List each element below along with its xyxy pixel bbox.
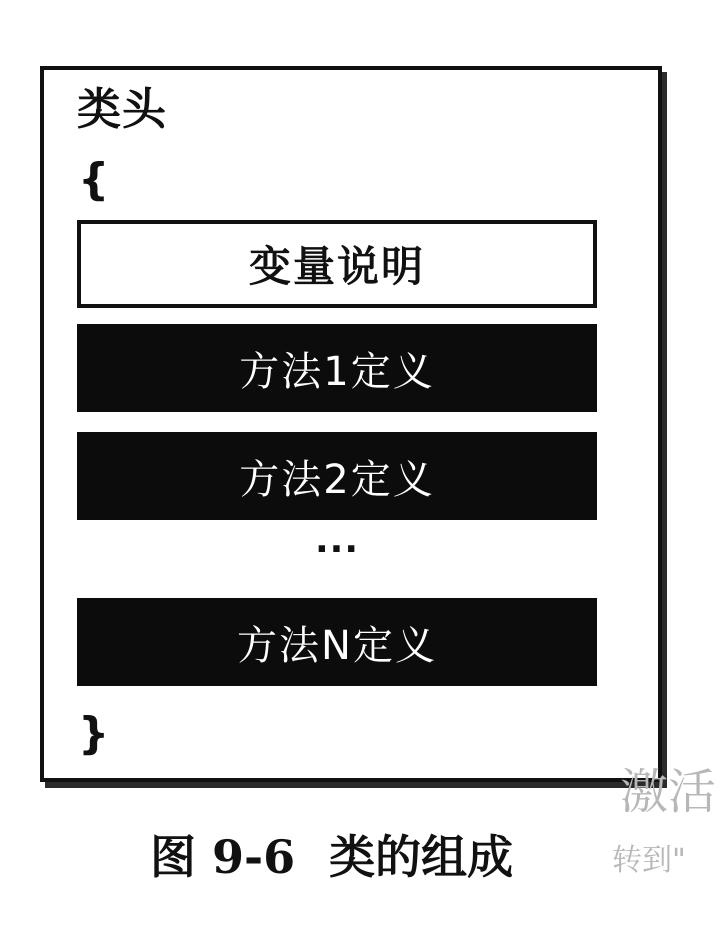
method-n-label: 方法N定义 [237, 622, 437, 669]
figure-caption [142, 830, 514, 884]
ellipsis-marker: ··· [314, 529, 360, 570]
open-brace: { [78, 154, 110, 205]
activation-watermark-title: 激活 [620, 764, 717, 820]
variable-declaration-label: 变量说明 [248, 242, 425, 291]
method-1-label: 方法1定义 [239, 348, 435, 395]
method-2-label: 方法2定义 [239, 456, 435, 503]
figure-title: 类的组成 [329, 830, 514, 884]
close-brace: } [78, 708, 110, 759]
variable-declaration-block [77, 220, 597, 308]
method-2-definition-block [77, 432, 597, 520]
class-structure-box [40, 66, 662, 782]
class-header-label: 类头 [77, 84, 167, 135]
figure-number: 图 9-6 [150, 830, 296, 884]
activation-watermark-hint: 转到" [612, 843, 686, 878]
method-n-definition-block [77, 598, 597, 686]
method-1-definition-block [77, 324, 597, 412]
